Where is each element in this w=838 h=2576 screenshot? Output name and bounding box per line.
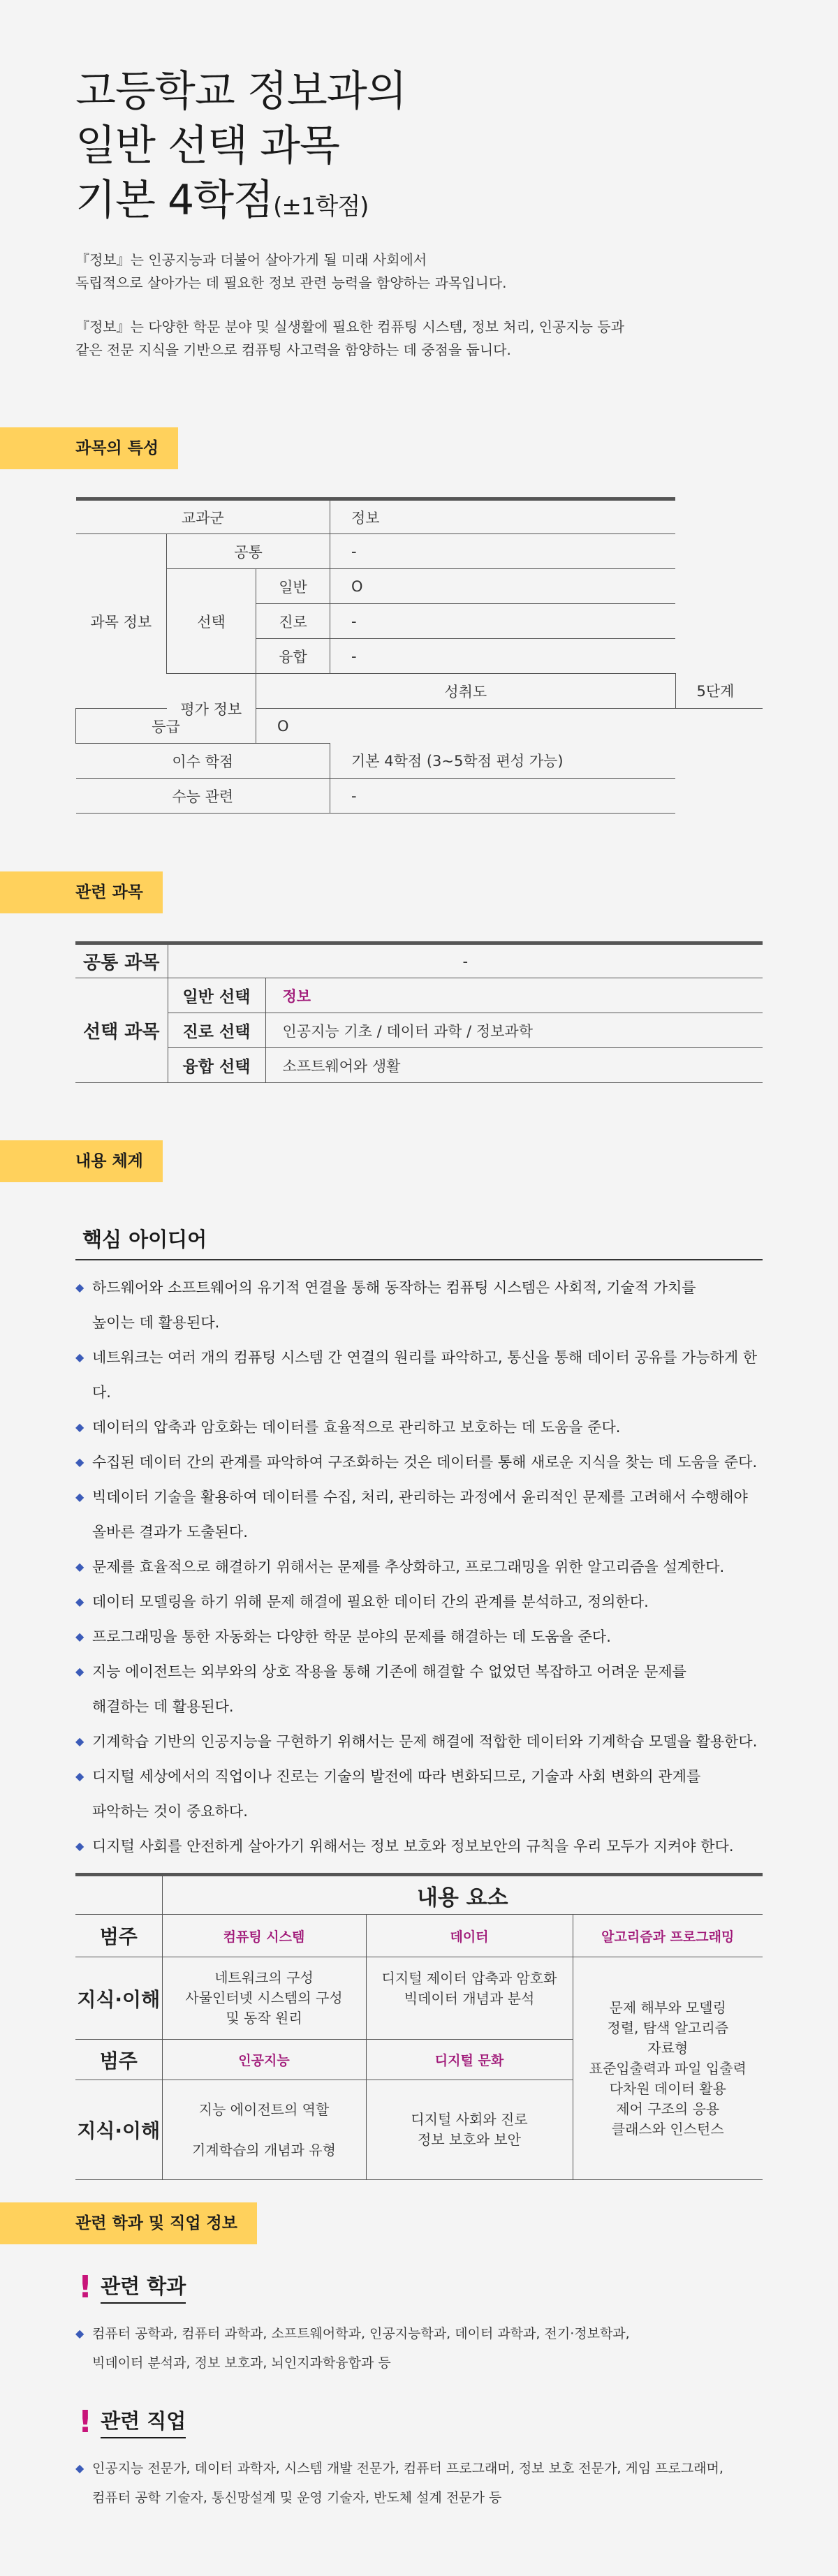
label-elective: 선택 (167, 569, 256, 674)
label-fusion-elective: 융합 선택 (168, 1048, 265, 1083)
content-elements-table (75, 1873, 763, 2180)
hero (75, 64, 774, 234)
core-idea-item: ◆ 프로그래밍을 통한 자동화는 다양한 학문 분야의 문제를 해결하는 데 도움을 준다. (75, 1619, 763, 1654)
related-departments-title: 관련 학과 (101, 2271, 186, 2304)
section-tag-careers: 관련 학과 및 직업 정보 (0, 2202, 257, 2244)
label-course-info: 과목 정보 (76, 534, 167, 709)
diamond-bullet-icon: ◆ (75, 1420, 84, 1434)
label-general: 일반 (256, 569, 330, 604)
category-data: 데이터 (366, 1915, 573, 1957)
content-computing-system: 네트워크의 구성 사물인터넷 시스템의 구성 및 동작 원리 (162, 1957, 366, 2040)
label-knowledge-1: 지식·이해 (75, 1957, 162, 2040)
core-idea-item: ◆ 하드웨어와 소프트웨어의 유기적 연결을 통해 동작하는 컴퓨팅 시스템은 사회적, 기술적 가치를 높이는 데 활용된다. (75, 1270, 763, 1340)
core-ideas (75, 1219, 763, 1864)
intro-p1-l1: 『정보』는 인공지능과 더불어 살아가게 될 미래 사회에서 (75, 251, 427, 268)
diamond-bullet-icon: ◆ (75, 1839, 84, 1853)
content-data: 디지털 제이터 압축과 암호화 빅데이터 개념과 분석 (366, 1957, 573, 2040)
label-category-1: 범주 (75, 1915, 162, 1957)
section-tag-related: 관련 과목 (0, 871, 163, 913)
related-jobs (75, 2404, 774, 2512)
value-general: O (330, 569, 676, 604)
content-algorithm-programming: 문제 해부와 모델링 정렬, 탐색 알고리즘 자료형 표준입출력과 파일 입출력 다차원 데이터 활용 제어 구조의 응용 클래스와 인스턴스 (573, 1957, 763, 2180)
related-departments-list: ◆ 컴퓨터 공학과, 컴퓨터 과학과, 소프트웨어학과, 인공지능학과, 데이터 과학과, 전기·정보학과, 빅데이터 분석과, 정보 보호과, 뇌인지과학융합과 등 (75, 2319, 774, 2378)
core-idea-item: ◆ 디지털 사회를 안전하게 살아가기 위해서는 정보 보호와 정보보안의 규칙을 우리 모두가 지켜야 한다. (75, 1829, 763, 1864)
section-tag-content: 내용 체계 (0, 1140, 163, 1182)
title-line-1: 고등학교 정보과의 (75, 67, 406, 116)
value-achievement: 5단계 (675, 674, 763, 709)
value-general-elective: 정보 (265, 978, 763, 1013)
core-ideas-title: 핵심 아이디어 (75, 1219, 763, 1260)
label-career: 진로 (256, 604, 330, 639)
diamond-bullet-icon: ◆ (75, 1350, 84, 1364)
category-digital-culture: 디지털 문화 (366, 2040, 573, 2080)
page-title (75, 64, 774, 234)
value-common: - (330, 534, 676, 569)
characteristics-table (75, 497, 763, 814)
value-grade: O (256, 709, 330, 744)
diamond-bullet-icon: ◆ (75, 1281, 84, 1294)
title-line-2: 일반 선택 과목 (75, 122, 339, 170)
diamond-bullet-icon: ◆ (75, 1665, 84, 1678)
related-courses-table (75, 941, 763, 1083)
related-jobs-list: ◆ 인공지능 전문가, 데이터 과학자, 시스템 개발 전문가, 컴퓨터 프로그래머, 정보 보호 전문가, 게임 프로그래머, 컴퓨터 공학 기술자, 통신망설계 및 운영 기술자, 반도체 설계 전문가 등 (75, 2454, 774, 2512)
core-idea-item: ◆ 기계학습 기반의 인공지능을 구현하기 위해서는 문제 해결에 적합한 데이터와 기계학습 모델을 활용한다. (75, 1724, 763, 1759)
core-idea-item: ◆ 수집된 데이터 간의 관계를 파악하여 구조화하는 것은 데이터를 통해 새로운 지식을 찾는 데 도움을 준다. (75, 1445, 763, 1480)
label-common-course: 공통 과목 (75, 943, 168, 978)
core-idea-item: ◆ 문제를 효율적으로 해결하기 위해서는 문제를 추상화하고, 프로그래밍을 위한 알고리즘을 설계한다. (75, 1550, 763, 1584)
diamond-bullet-icon: ◆ (75, 2461, 84, 2475)
label-subject-group: 교과군 (76, 499, 330, 534)
diamond-bullet-icon: ◆ (75, 1560, 84, 1573)
value-career: - (330, 604, 676, 639)
label-csat: 수능 관련 (76, 779, 330, 814)
label-grade: 등급 (76, 709, 256, 744)
value-career-elective: 인공지능 기초 / 데이터 과학 / 정보과학 (265, 1013, 763, 1048)
related-departments (75, 2269, 774, 2378)
diamond-bullet-icon: ◆ (75, 1769, 84, 1783)
exclamation-icon: ! (78, 2404, 93, 2440)
value-fusion-elective: 소프트웨어와 생활 (265, 1048, 763, 1083)
core-idea-item: ◆ 지능 에이전트는 외부와의 상호 작용을 통해 기존에 해결할 수 없었던 복잡하고 어려운 문제를 해결하는 데 활용된다. (75, 1654, 763, 1724)
content-digital-culture: 디지털 사회와 진로 정보 보호와 보안 (366, 2080, 573, 2180)
content-ai: 지능 에이전트의 역할 기계학습의 개념과 유형 (162, 2080, 366, 2180)
label-knowledge-2: 지식·이해 (75, 2080, 162, 2180)
diamond-bullet-icon: ◆ (75, 1735, 84, 1748)
diamond-bullet-icon: ◆ (75, 1455, 84, 1469)
label-common: 공통 (167, 534, 330, 569)
core-ideas-list (75, 1270, 763, 1864)
core-idea-item: ◆ 빅데이터 기술을 활용하여 데이터를 수집, 처리, 관리하는 과정에서 윤리적인 문제를 고려해서 수행해야 올바른 결과가 도출된다. (75, 1480, 763, 1550)
category-algorithm-programming: 알고리즘과 프로그래밍 (573, 1915, 763, 1957)
diamond-bullet-icon: ◆ (75, 1490, 84, 1503)
label-achievement: 성취도 (256, 674, 676, 709)
title-line-3: 기본 4학점 (75, 176, 274, 225)
value-csat: - (330, 779, 676, 814)
label-category-2: 범주 (75, 2040, 162, 2080)
label-credits: 이수 학점 (76, 744, 330, 779)
value-subject-group: 정보 (330, 499, 676, 534)
core-idea-item: ◆ 네트워크는 여러 개의 컴퓨팅 시스템 간 연결의 원리를 파악하고, 통신을 통해 데이터 공유를 가능하게 한다. (75, 1340, 763, 1410)
intro-p2-l2: 같은 전문 지식을 기반으로 컴퓨팅 사고력을 함양하는 데 중점을 둡니다. (75, 341, 511, 358)
diamond-bullet-icon: ◆ (75, 2327, 84, 2340)
exclamation-icon: ! (78, 2269, 93, 2305)
value-fusion: - (330, 639, 676, 674)
intro-text (75, 249, 774, 362)
intro-p2-l1: 『정보』는 다양한 학문 분야 및 실생활에 필요한 컴퓨팅 시스템, 정보 처리, 인공지능 등과 (75, 318, 624, 335)
label-general-elective: 일반 선택 (168, 978, 265, 1013)
value-credits: 기본 4학점 (3~5학점 편성 가능) (330, 744, 676, 779)
category-ai: 인공지능 (162, 2040, 366, 2080)
related-jobs-title: 관련 직업 (101, 2406, 186, 2438)
content-elements-header: 내용 요소 (162, 1875, 763, 1915)
diamond-bullet-icon: ◆ (75, 1630, 84, 1643)
core-idea-item: ◆ 디지털 세상에서의 직업이나 진로는 기술의 발전에 따라 변화되므로, 기술과 사회 변화의 관계를 파악하는 것이 중요하다. (75, 1759, 763, 1829)
diamond-bullet-icon: ◆ (75, 1595, 84, 1608)
value-common-course: - (168, 943, 763, 978)
section-tag-characteristics: 과목의 특성 (0, 427, 178, 469)
title-credit-range: (±1학점) (273, 193, 369, 221)
category-computing-system: 컴퓨팅 시스템 (162, 1915, 366, 1957)
core-idea-item: ◆ 데이터의 압축과 암호화는 데이터를 효율적으로 관리하고 보호하는 데 도움을 준다. (75, 1410, 763, 1445)
label-fusion: 융합 (256, 639, 330, 674)
core-idea-item: ◆ 데이터 모델링을 하기 위해 문제 해결에 필요한 데이터 간의 관계를 분석하고, 정의한다. (75, 1584, 763, 1619)
intro-p1-l2: 독립적으로 살아가는 데 필요한 정보 관련 능력을 함양하는 과목입니다. (75, 274, 507, 291)
label-career-elective: 진로 선택 (168, 1013, 265, 1048)
label-elective-course: 선택 과목 (75, 978, 168, 1083)
label-eval-info: 평가 정보 (167, 674, 256, 744)
